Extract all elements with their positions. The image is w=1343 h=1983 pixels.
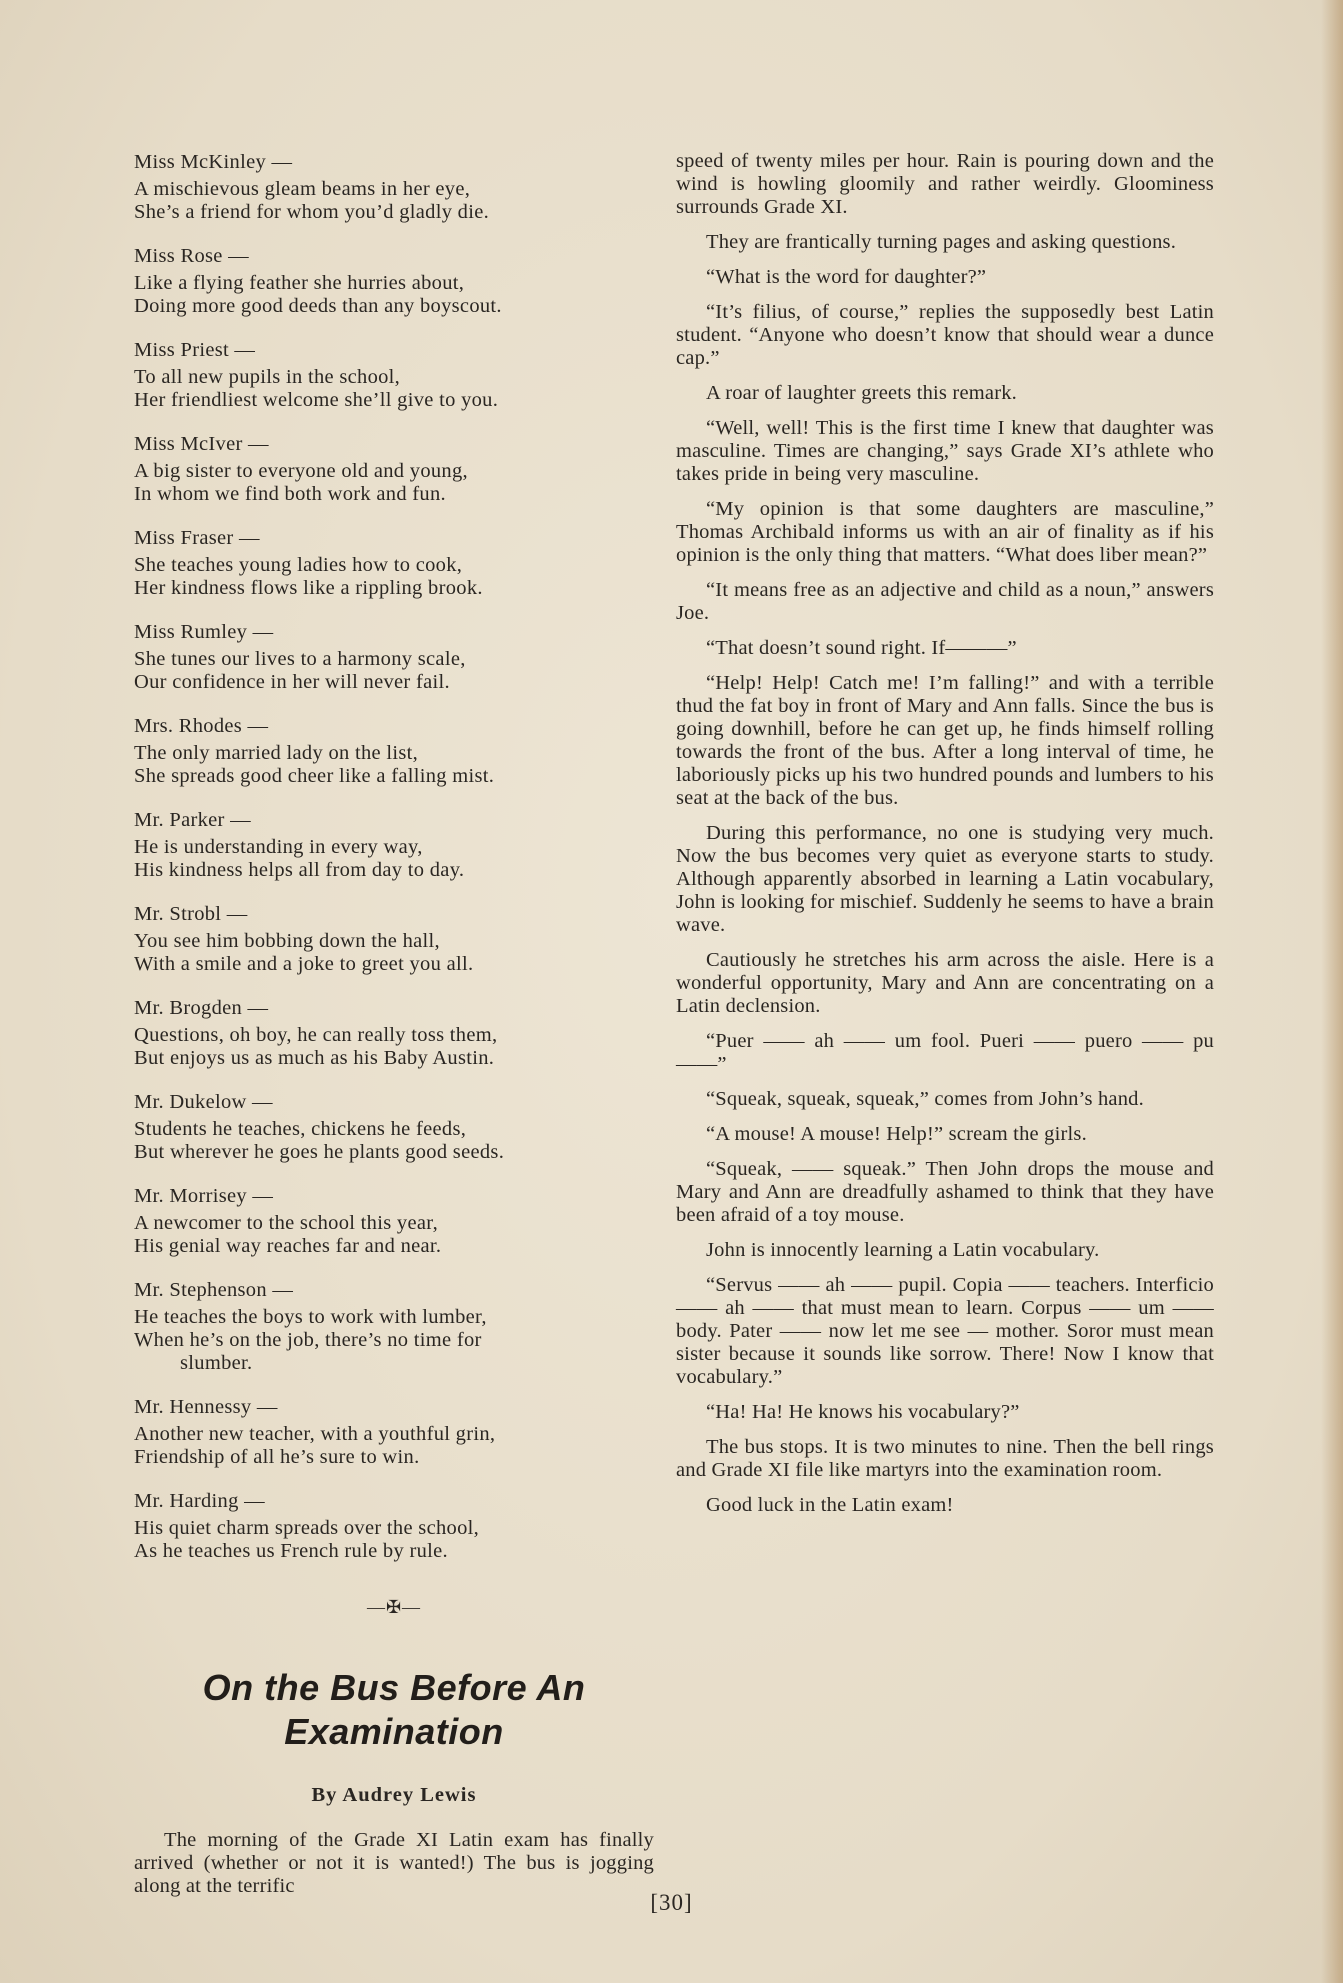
poem-stanza bbox=[134, 526, 654, 600]
section-divider: —✠— bbox=[366, 1597, 422, 1617]
article-paragraph: “Ha! Ha! He knows his vocabulary?” bbox=[706, 1401, 1020, 1423]
poem-teacher-name: Miss Priest — bbox=[134, 339, 256, 361]
article-paragraph: Good luck in the Latin exam! bbox=[706, 1494, 954, 1516]
article-byline: By Audrey Lewis bbox=[311, 1784, 477, 1806]
article-paragraph: speed of twenty miles per hour. Rain is pouring down and the wind is howling gloomily and rather weirdly. Gloominess surrounds Grade XI. bbox=[676, 150, 1214, 218]
poem-line: Her friendliest welcome she’ll give to you. bbox=[134, 389, 499, 411]
poem-line: His genial way reaches far and near. bbox=[134, 1235, 442, 1257]
poem-stanza bbox=[134, 244, 654, 318]
poem-line: A newcomer to the school this year, bbox=[134, 1212, 439, 1234]
poem-line: Students he teaches, chickens he feeds, bbox=[134, 1118, 467, 1140]
article-paragraph: “My opinion is that some daughters are masculine,” Thomas Archibald informs us with an air of finality as if his opinion is the only thing that matters. “What does liber mean?” bbox=[676, 498, 1214, 566]
poem-stanza bbox=[134, 808, 654, 882]
article-paragraph: “It’s filius, of course,” replies the supposedly best Latin student. “Anyone who doesn’t know that should wear a dunce cap.” bbox=[676, 301, 1214, 369]
article-paragraph: John is innocently learning a Latin vocabulary. bbox=[706, 1239, 1100, 1261]
article-paragraph: “That doesn’t sound right. If———” bbox=[706, 637, 1017, 659]
poem-line: His quiet charm spreads over the school, bbox=[134, 1517, 480, 1539]
poem-teacher-name: Mrs. Rhodes — bbox=[134, 715, 269, 737]
poem-stanza bbox=[134, 620, 654, 694]
poem-line: With a smile and a joke to greet you all. bbox=[134, 953, 474, 975]
poem-stanza bbox=[134, 1278, 654, 1375]
poem-line: She teaches young ladies how to cook, bbox=[134, 554, 463, 576]
poem-stanza bbox=[134, 1489, 654, 1563]
poem-stanza bbox=[134, 1090, 654, 1164]
poem-stanza bbox=[134, 996, 654, 1070]
article-paragraph: A roar of laughter greets this remark. bbox=[706, 382, 1018, 404]
article-paragraph: “Squeak, squeak, squeak,” comes from John’s hand. bbox=[706, 1088, 1144, 1110]
poem-teacher-name: Mr. Harding — bbox=[134, 1490, 265, 1512]
poem-teacher-name: Mr. Stephenson — bbox=[134, 1279, 294, 1301]
poem-stanza bbox=[134, 150, 654, 224]
article-paragraph: The bus stops. It is two minutes to nine. Then the bell rings and Grade XI file like martyrs into the examination room. bbox=[676, 1436, 1214, 1481]
poem-stanza bbox=[134, 338, 654, 412]
teacher-poem bbox=[134, 150, 654, 1563]
article-paragraph: “It means free as an adjective and child as a noun,” answers Joe. bbox=[676, 579, 1214, 624]
article-title: On the Bus Before An Examination bbox=[202, 1667, 586, 1752]
poem-teacher-name: Miss McKinley — bbox=[134, 151, 293, 173]
poem-stanza bbox=[134, 1395, 654, 1469]
poem-teacher-name: Mr. Strobl — bbox=[134, 903, 248, 925]
poem-line: Doing more good deeds than any boyscout. bbox=[134, 295, 502, 317]
poem-line: Her kindness flows like a rippling brook. bbox=[134, 577, 483, 599]
poem-teacher-name: Mr. Morrisey — bbox=[134, 1185, 274, 1207]
poem-line: Questions, oh boy, he can really toss them, bbox=[134, 1024, 498, 1046]
poem-stanza bbox=[134, 902, 654, 976]
poem-line: Our confidence in her will never fail. bbox=[134, 671, 450, 693]
right-column bbox=[676, 150, 1214, 1529]
poem-teacher-name: Miss McIver — bbox=[134, 433, 269, 455]
article-paragraph: “A mouse! A mouse! Help!” scream the girls. bbox=[706, 1123, 1087, 1145]
poem-line: He is understanding in every way, bbox=[134, 836, 423, 858]
left-column bbox=[134, 150, 654, 1910]
article-paragraph: “Servus —— ah —— pupil. Copia —— teachers. Interficio —— ah —— that must mean to learn. Corpus —— um —— body. Pater —— now let me see — mother. Soror must mean sister because it sounds like sorrow. There! Now I know that vocabulary.” bbox=[676, 1274, 1214, 1388]
poem-line: The only married lady on the list, bbox=[134, 742, 419, 764]
article-paragraph: “Help! Help! Catch me! I’m falling!” and with a terrible thud the fat boy in front of Mary and Ann falls. Since the bus is going downhill, before he can get up, he finds himself rolling towards the front of the bus. After a long interval of time, he laboriously picks up his two hundred pounds and lumbers to his seat at the back of the bus. bbox=[676, 672, 1214, 809]
poem-line: Another new teacher, with a youthful grin, bbox=[134, 1423, 496, 1445]
poem-line: slumber. bbox=[180, 1352, 253, 1374]
poem-teacher-name: Mr. Dukelow — bbox=[134, 1091, 273, 1113]
poem-line: A big sister to everyone old and young, bbox=[134, 460, 468, 482]
poem-line: Friendship of all he’s sure to win. bbox=[134, 1446, 420, 1468]
poem-line: She tunes our lives to a harmony scale, bbox=[134, 648, 466, 670]
poem-line: She spreads good cheer like a falling mist. bbox=[134, 765, 495, 787]
poem-teacher-name: Mr. Brogden — bbox=[134, 997, 269, 1019]
article-paragraph: “What is the word for daughter?” bbox=[706, 266, 987, 288]
poem-line: His kindness helps all from day to day. bbox=[134, 859, 465, 881]
poem-teacher-name: Mr. Parker — bbox=[134, 809, 251, 831]
poem-stanza bbox=[134, 432, 654, 506]
poem-line: But enjoys us as much as his Baby Austin. bbox=[134, 1047, 495, 1069]
article-paragraph: Cautiously he stretches his arm across the aisle. Here is a wonderful opportunity, Mary and Ann are concentrating on a Latin declension. bbox=[676, 949, 1214, 1017]
article-intro-paragraph: The morning of the Grade XI Latin exam has finally arrived (whether or not it is wanted!) The bus is jogging along at the terrific bbox=[134, 1829, 654, 1897]
poem-stanza bbox=[134, 714, 654, 788]
article-paragraph: They are frantically turning pages and asking questions. bbox=[706, 231, 1177, 253]
poem-teacher-name: Miss Rumley — bbox=[134, 621, 274, 643]
poem-line: You see him bobbing down the hall, bbox=[134, 930, 440, 952]
poem-line: He teaches the boys to work with lumber, bbox=[134, 1306, 487, 1328]
poem-line: To all new pupils in the school, bbox=[134, 366, 401, 388]
article-paragraph: “Squeak, —— squeak.” Then John drops the mouse and Mary and Ann are dreadfully ashamed to think that they have been afraid of a toy mouse. bbox=[676, 1158, 1214, 1226]
poem-teacher-name: Mr. Hennessy — bbox=[134, 1396, 278, 1418]
poem-line: When he’s on the job, there’s no time for bbox=[134, 1329, 482, 1351]
poem-line: As he teaches us French rule by rule. bbox=[134, 1540, 448, 1562]
article-paragraph: “Well, well! This is the first time I knew that daughter was masculine. Times are changing,” says Grade XI’s athlete who takes pride in being very masculine. bbox=[676, 417, 1214, 485]
poem-teacher-name: Miss Fraser — bbox=[134, 527, 260, 549]
poem-line: Like a flying feather she hurries about, bbox=[134, 272, 465, 294]
poem-stanza bbox=[134, 1184, 654, 1258]
poem-line: But wherever he goes he plants good seeds. bbox=[134, 1141, 505, 1163]
article-paragraph: During this performance, no one is studying very much. Now the bus becomes very quiet as everyone starts to study. Although apparently absorbed in learning a Latin vocabulary, John is looking for mischief. Suddenly he seems to have a brain wave. bbox=[676, 822, 1214, 936]
poem-line: A mischievous gleam beams in her eye, bbox=[134, 178, 471, 200]
poem-teacher-name: Miss Rose — bbox=[134, 245, 249, 267]
poem-line: She’s a friend for whom you’d gladly die. bbox=[134, 201, 490, 223]
page-number: [30] bbox=[650, 1890, 693, 1915]
page-edge-shadow bbox=[1321, 0, 1343, 1983]
article-paragraph: “Puer —— ah —— um fool. Pueri —— puero —— pu ——” bbox=[676, 1030, 1214, 1075]
poem-line: In whom we find both work and fun. bbox=[134, 483, 446, 505]
